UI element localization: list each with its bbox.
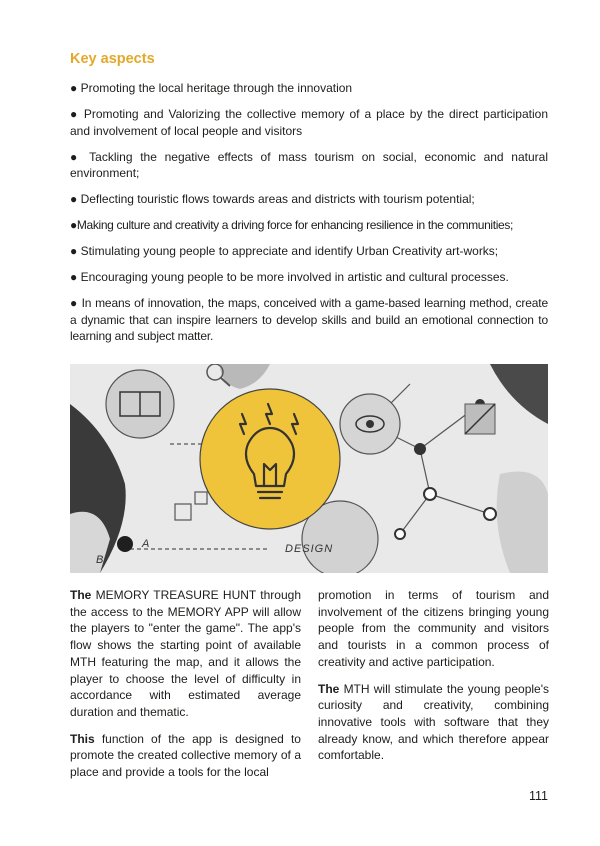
bullet-glyph: ●	[70, 192, 78, 206]
paragraph	[70, 731, 301, 781]
list-item-text: Encouraging young people to be more involved in artistic and cultural processes.	[80, 270, 509, 284]
figure-label-design: DESIGN	[285, 543, 334, 555]
paragraph-text: MEMORY TREASURE HUNT through the access to the MEMORY APP will allow the players to "enter the game". The app's flow shows the starting point of available MTH featuring the map, and it allows the player to choose the level of difficulty in accordance with estimated average duration and thematic.	[70, 588, 301, 719]
bullet-glyph: ●	[70, 218, 77, 232]
list-item	[70, 191, 548, 208]
key-aspects-list	[70, 80, 548, 354]
list-item	[70, 149, 548, 182]
paragraph-lead: This	[70, 731, 95, 746]
list-item	[70, 80, 548, 97]
figure-label-a: A	[142, 538, 150, 550]
right-column	[318, 587, 549, 774]
paragraph-text: MTH will stimulate the young people's curiosity and creativity, combining innovative tools with software that they already know, and which therefore appear comfortable.	[318, 681, 549, 763]
paragraph	[70, 587, 301, 721]
list-item-text: Making culture and creativity a driving force for enhancing resilience in the communities;	[76, 218, 513, 232]
paragraph	[318, 681, 549, 765]
section-heading: Key aspects	[70, 51, 155, 67]
left-column	[70, 587, 301, 791]
paragraph-lead: The	[70, 588, 92, 602]
list-item	[70, 217, 548, 234]
bullet-glyph: ●	[70, 107, 79, 121]
list-item-text: In means of innovation, the maps, conceived with a game-based learning method, create a dynamic that can inspire learners to develop skills and build an emotional connection to learning and subject matter.	[70, 296, 548, 343]
paragraph	[318, 587, 549, 671]
paragraph-text: promotion in terms of tourism and involvement of the citizens bringing young people from the community and visitors and tourists in a common process of creativity and active participation.	[318, 588, 549, 669]
list-item	[70, 295, 548, 345]
paragraph-lead: The	[318, 681, 340, 696]
bullet-glyph: ●	[70, 149, 82, 164]
page-number: 111	[528, 789, 548, 803]
bullet-glyph: ●	[70, 244, 78, 258]
list-item-text: Deflecting touristic flows towards areas and districts with tourism potential;	[80, 192, 475, 206]
list-item	[70, 269, 548, 286]
list-item-text: Promoting and Valorizing the collective memory of a place by the direct participation and involvement of local people and visitors	[70, 107, 548, 138]
bullet-glyph: ●	[70, 270, 78, 284]
list-item-text: Promoting the local heritage through the innovation	[80, 81, 353, 95]
figure-label-b: B	[96, 554, 104, 566]
design-thinking-illustration	[70, 364, 548, 573]
list-item	[70, 243, 548, 260]
bullet-glyph: ●	[70, 296, 78, 310]
bullet-glyph: ●	[70, 81, 78, 95]
list-item	[70, 106, 548, 139]
list-item-text: Stimulating young people to appreciate and identify Urban Creativity art-works;	[80, 244, 499, 258]
paragraph-text: function of the app is designed to promote the created collective memory of a place and provide a tools for the local	[70, 731, 301, 780]
list-item-text: Tackling the negative effects of mass tourism on social, economic and natural environment;	[70, 149, 548, 180]
